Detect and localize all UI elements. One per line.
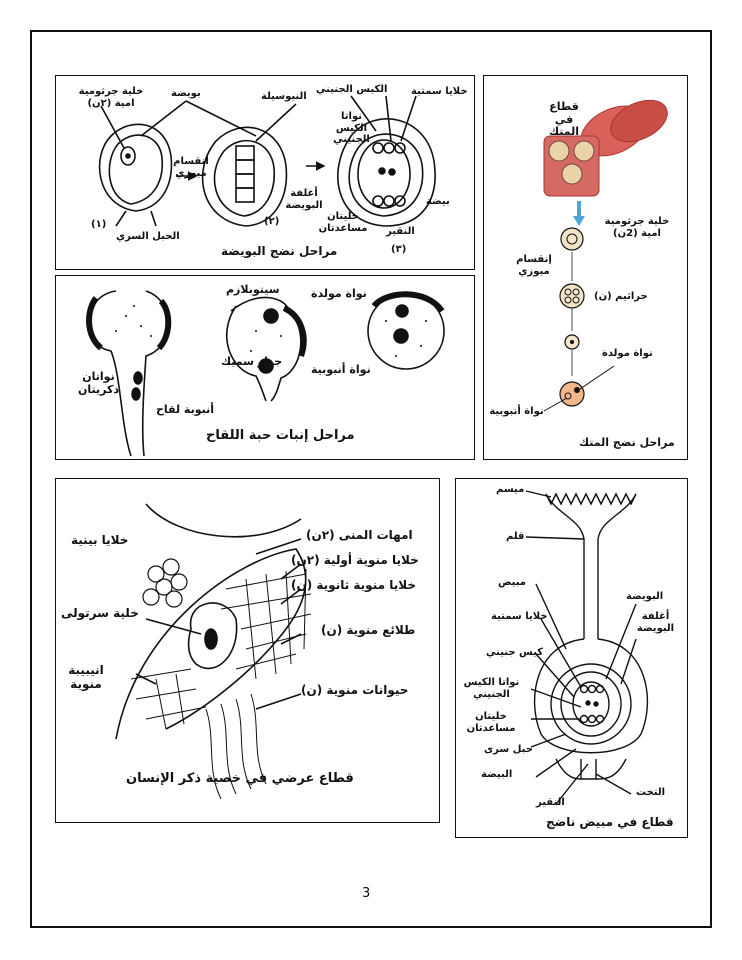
label-spermatogonia: امهات المنى (٢ن) — [306, 528, 413, 542]
label-style: قلم — [506, 531, 525, 542]
label-mother-cell: خلية جرثومية امية (2ن) — [604, 216, 670, 239]
label-synergids: خلايا سمتية — [411, 86, 468, 97]
label-micropyle-ovary: النقير — [536, 797, 565, 808]
label-nucellus: النيوسيلة — [261, 91, 307, 102]
label-meiosis: انقسام ميوزي — [173, 156, 209, 179]
label-ovary: مبيض — [498, 577, 526, 588]
label-secondary: خلايا منوية ثانوية (ن) — [291, 578, 416, 592]
ovule-maturation-panel — [55, 75, 475, 270]
label-synergids-ovary: خلايا سمتية — [491, 611, 548, 622]
label-primary: خلايا منوية أولية (٢ن) — [291, 553, 419, 567]
label-stigma: ميسم — [496, 484, 525, 495]
label-megaspore-mother: خلية جرثومية امية (٢ن) — [78, 86, 144, 109]
label-tube-nucleus: نواة أنبوبية — [489, 406, 544, 417]
label-pollen-tube: أنبوبة لقاح — [156, 403, 215, 416]
ovary-drawing — [456, 479, 689, 839]
label-stage-2: (٢) — [264, 216, 280, 227]
ovary-panel-title: قطاع في مبيض ناضج — [546, 815, 674, 829]
label-spermatids: طلائع منوية (ن) — [321, 623, 416, 637]
label-sperms: حيوانات منوية (ن) — [301, 683, 409, 697]
label-micropyle: النقير — [386, 226, 415, 237]
pollen-germination-panel — [55, 275, 475, 460]
page-number: 3 — [362, 886, 371, 901]
anther-maturation-panel — [483, 75, 688, 460]
label-egg: بيضة — [426, 196, 450, 207]
label-helpers-ovary: خليتان مساعدتان — [466, 711, 516, 734]
label-tube-nucleus-pollen: نواة أنبوبية — [311, 363, 371, 376]
testis-section-panel — [55, 478, 440, 823]
ovule-panel-title: مراحل نضج البويضة — [221, 244, 338, 258]
pollen-panel-title: مراحل إنبات حبة اللقاح — [206, 428, 355, 443]
label-funicle: الحبل السري — [116, 231, 180, 242]
label-receptacle: التخت — [636, 787, 666, 798]
label-generative-pollen: نواة مولدة — [311, 287, 367, 300]
label-cytoplasm: سيتوبلازم — [226, 283, 280, 296]
label-helpers: خليتان مساعدتان — [318, 211, 368, 234]
label-funicle-ovary: حبل سرى — [484, 744, 533, 755]
label-egg-ovary: البيضة — [481, 769, 513, 780]
label-nuclei-ovary: نواتا الكيس الجنيني — [463, 677, 520, 700]
anther-panel-title: مراحل نضج المتك — [579, 436, 675, 449]
label-male-nuclei: نواتان ذكريتان — [77, 370, 120, 396]
label-integuments: أغلفة البويضة — [285, 188, 323, 211]
label-meiosis-anther: إنقسام ميوزي — [516, 254, 552, 277]
label-embryo-sac-ovary: كيس جنيني — [486, 647, 544, 658]
label-thick-wall: جدار سميك — [221, 355, 283, 368]
label-integuments-ovary: أغلفة البويضة — [636, 611, 675, 634]
label-interstitial: خلايا بينية — [71, 533, 129, 547]
label-ovule-ovary: البويضة — [626, 591, 664, 602]
label-generative-nucleus: نواة مولدة — [602, 348, 653, 359]
label-anther-section: قطاع في المتك — [548, 100, 579, 139]
label-tubule: انيبيبة منوية — [68, 663, 104, 691]
label-ovule: بويضة — [171, 88, 201, 99]
label-embryo-sac: الكيس الجنيني — [316, 84, 388, 95]
label-stage-1: (١) — [91, 219, 107, 230]
label-sertoli: خلية سرتولى — [61, 606, 139, 620]
label-stage-3: (٣) — [391, 244, 407, 255]
label-embryo-sac-nuclei: نواتا الكيس الجنيني — [333, 111, 370, 145]
label-spores: جراثيم (ن) — [594, 291, 648, 302]
ovary-section-panel — [455, 478, 688, 838]
testis-panel-title: قطاع عرضي في خصية ذكر الإنسان — [126, 771, 354, 786]
